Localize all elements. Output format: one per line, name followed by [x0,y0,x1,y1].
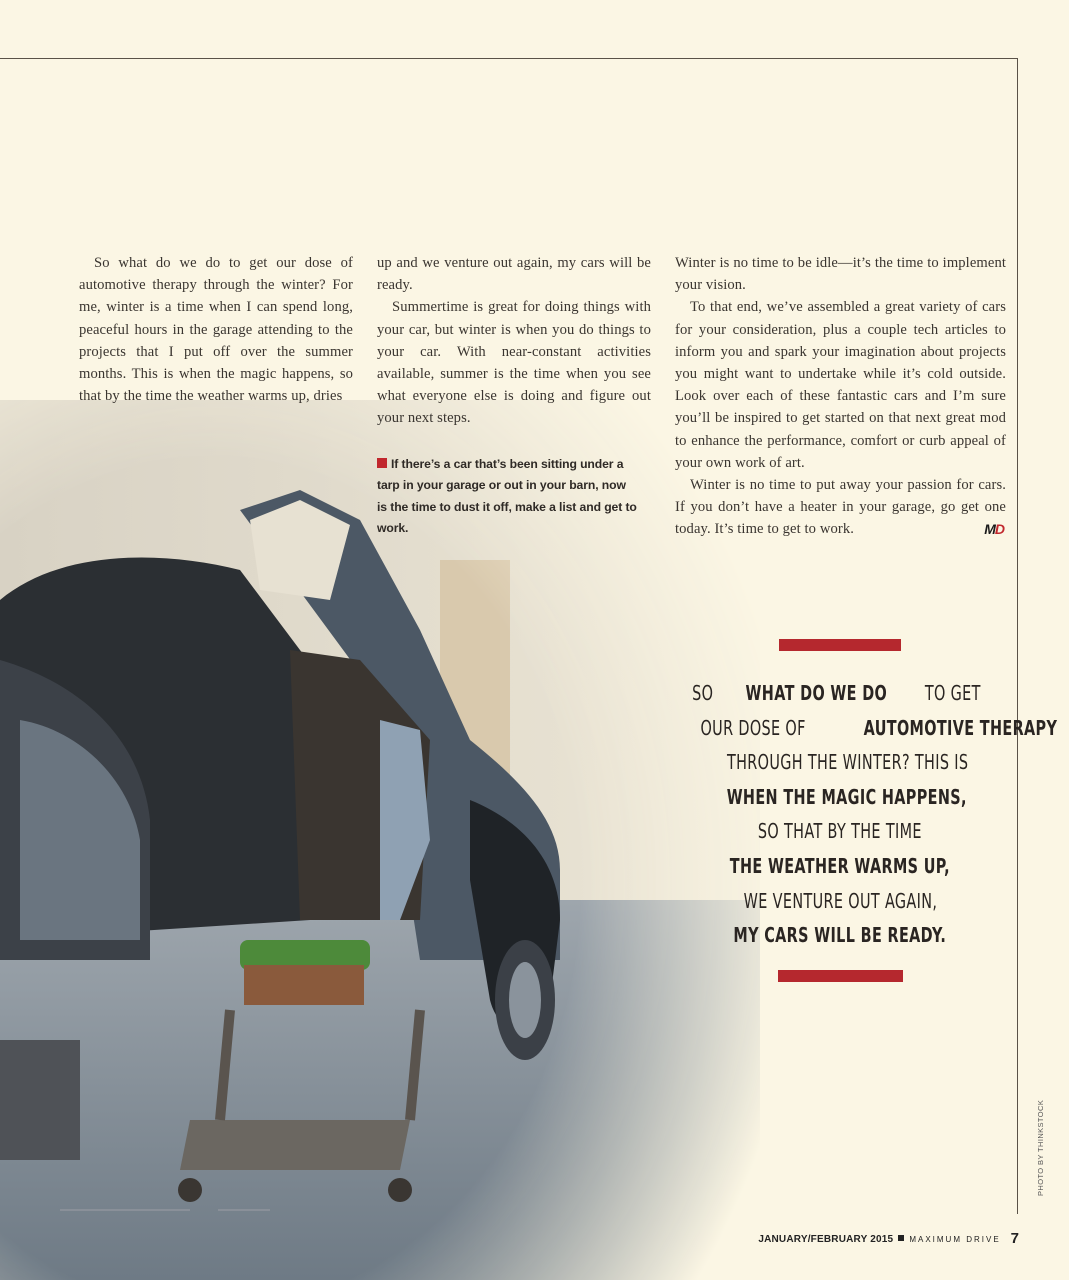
pullquote-bottom-rule [778,970,903,982]
pullquote-line: OUR DOSE OF AUTOMOTIVE THERAPY [700,715,1058,740]
pullquote-line: WHEN THE MAGIC HAPPENS, [726,784,967,809]
end-mark-logo: MD [984,521,1004,538]
paragraph [675,474,1006,541]
photo-credit: PHOTO BY THINKSTOCK [1036,1099,1045,1196]
paragraph: Winter is no time to be idle—it’s the time to implement your vision. [675,255,1006,294]
pullquote-line: WE VENTURE OUT AGAIN, [743,888,937,913]
photo-caption [377,454,639,539]
article-column-3 [675,252,1006,541]
article-column-2 [377,252,651,430]
red-square-bullet-icon [377,458,387,468]
page-footer [758,1230,1019,1247]
pullquote-line: SO THAT BY THE TIME [758,819,922,844]
pullquote-line: SOWHAT DO WE DOTO GET [692,681,982,705]
pullquote [680,676,1058,953]
pullquote-line: THROUGH THE WINTER? THIS IS [726,750,969,775]
pullquote-line: THE WEATHER WARMS UP, [729,853,951,878]
pullquote-top-rule [779,639,901,651]
magazine-name: MAXIMUM DRIVE [909,1235,1001,1244]
footer-square-separator-icon [898,1235,904,1241]
paragraph: So what do we do to get our dose of automotive therapy through the winter? For me, winter is a time when I can spend long, peaceful hours in the garage attending to the projects that I put off over the summer months. This is when the magic happens, so that by the time the weather warms up, dries [79,255,353,405]
paragraph: To that end, we’ve assembled a great variety of cars for your consideration, plus a couple tech articles to inform you and spark your imagination about projects you might want to undertake while it’s cold outside. Look over each of these fantastic cars and I’m sure you’ll be inspired to get started on that next great mod to enhance the performance, comfort or curb appeal of your own work of art. [675,299,1006,471]
paragraph-text: Winter is no time to put away your passion for cars. If you don’t have a heater in your garage, go get one today. It’s time to get to work. [675,477,1006,538]
issue-date: JANUARY/FEBRUARY 2015 [758,1234,894,1245]
article-column-1 [79,252,353,407]
paragraph: up and we venture out again, my cars will be ready. [377,255,651,294]
paragraph: Summertime is great for doing things with your car, but winter is when you do things to your car. With near-constant activities available, summer is the time when you see what everyone else is doing and figure out your next steps. [377,299,651,427]
page-number: 7 [1010,1230,1019,1247]
pullquote-line: MY CARS WILL BE READY. [733,923,947,948]
bottom-divider-lines [60,1209,270,1211]
caption-text: If there’s a car that’s been sitting under a tarp in your garage or out in your barn, now is the time to dust it off, make a list and get to work. [377,457,637,535]
